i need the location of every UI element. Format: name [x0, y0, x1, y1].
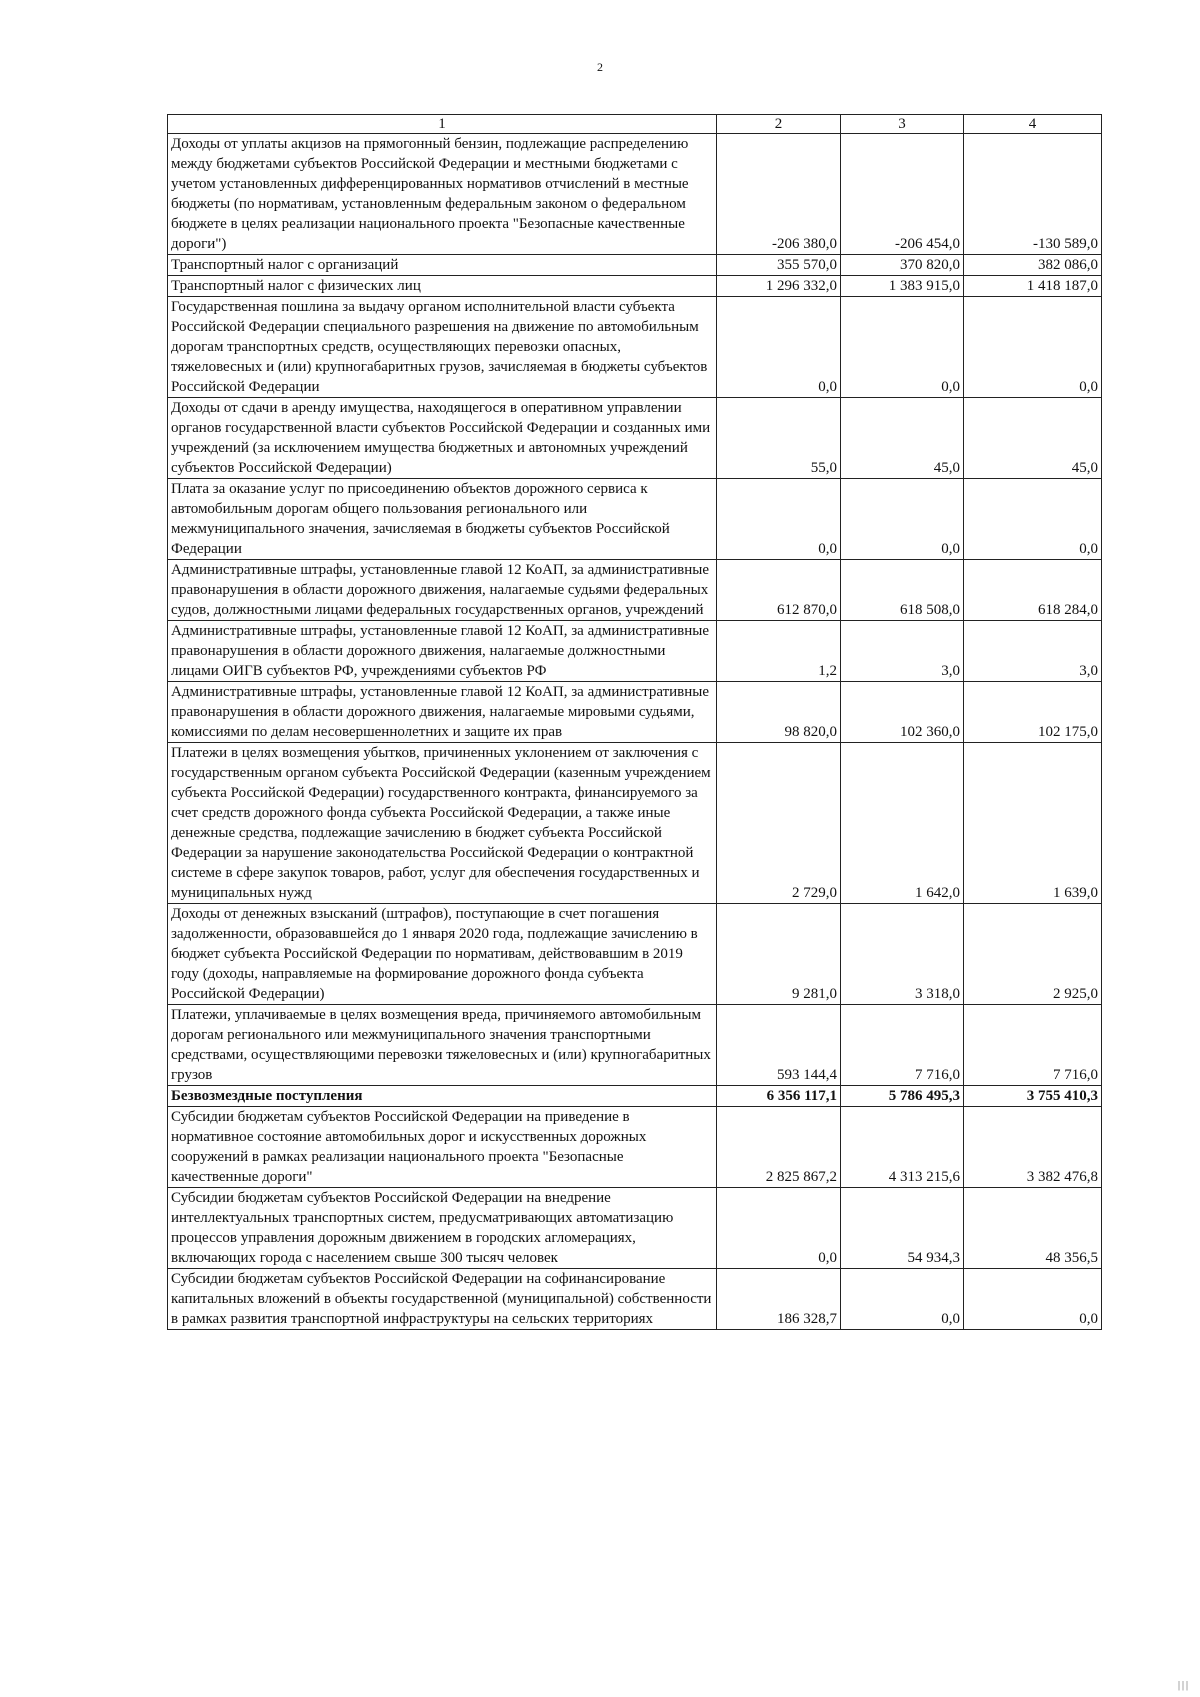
value-col-2: 98 820,0: [717, 682, 841, 743]
table-row: [168, 560, 1102, 621]
row-label: Безвозмездные поступления: [168, 1086, 717, 1107]
column-header-4: 4: [964, 115, 1102, 134]
table-row: [168, 276, 1102, 297]
table-row: [168, 621, 1102, 682]
value-col-3: 0,0: [841, 479, 964, 560]
row-label: Доходы от уплаты акцизов на прямогонный бензин, подлежащие распределению между бюджетами субъектов Российской Федерации и местными бюджетами с учетом установленных дифференцированных нормативов отчислений в местные бюджеты (по нормативам, установленным федеральным законом о федеральном бюджете в целях реализации национального проекта "Безопасные качественные дороги"): [168, 134, 717, 255]
row-label: Административные штрафы, установленные главой 12 КоАП, за административные правонарушения в области дорожного движения, налагаемые должностными лицами ОИГВ субъектов РФ, учреждениями субъектов РФ: [168, 621, 717, 682]
table-row: [168, 743, 1102, 904]
table-row: [168, 682, 1102, 743]
value-col-4: 618 284,0: [964, 560, 1102, 621]
value-col-2: 355 570,0: [717, 255, 841, 276]
value-col-3: 1 383 915,0: [841, 276, 964, 297]
value-col-4: 0,0: [964, 479, 1102, 560]
value-col-3: 54 934,3: [841, 1188, 964, 1269]
table-row: [168, 255, 1102, 276]
value-col-4: 3 755 410,3: [964, 1086, 1102, 1107]
value-col-3: 3 318,0: [841, 904, 964, 1005]
table-row: [168, 1005, 1102, 1086]
row-label: Государственная пошлина за выдачу органом исполнительной власти субъекта Российской Федерации специального разрешения на движение по автомобильным дорогам транспортных средств, осуществляющих перевозки опасных, тяжеловесных и (или) крупногабаритных грузов, зачисляемая в бюджеты субъектов Российской Федерации: [168, 297, 717, 398]
value-col-3: 370 820,0: [841, 255, 964, 276]
value-col-3: -206 454,0: [841, 134, 964, 255]
value-col-3: 3,0: [841, 621, 964, 682]
value-col-4: 7 716,0: [964, 1005, 1102, 1086]
table-row: [168, 904, 1102, 1005]
value-col-4: -130 589,0: [964, 134, 1102, 255]
column-header-1: 1: [168, 115, 717, 134]
row-label: Платежи, уплачиваемые в целях возмещения вреда, причиняемого автомобильным дорогам регионального или межмуниципального значения транспортными средствами, осуществляющими перевозки тяжеловесных и (или) крупногабаритных грузов: [168, 1005, 717, 1086]
budget-table: [167, 114, 1102, 1330]
value-col-4: 0,0: [964, 297, 1102, 398]
value-col-2: 612 870,0: [717, 560, 841, 621]
value-col-2: 186 328,7: [717, 1269, 841, 1330]
row-label: Субсидии бюджетам субъектов Российской Федерации на внедрение интеллектуальных транспортных систем, предусматривающих автоматизацию процессов управления дорожным движением в городских агломерациях, включающих города с населением свыше 300 тысяч человек: [168, 1188, 717, 1269]
value-col-2: 2 825 867,2: [717, 1107, 841, 1188]
row-label: Административные штрафы, установленные главой 12 КоАП, за административные правонарушения в области дорожного движения, налагаемые мировыми судьями, комиссиями по делам несовершеннолетних и защите их прав: [168, 682, 717, 743]
value-col-3: 4 313 215,6: [841, 1107, 964, 1188]
value-col-4: 1 418 187,0: [964, 276, 1102, 297]
table-row: [168, 297, 1102, 398]
table-row: [168, 1107, 1102, 1188]
row-label: Транспортный налог с физических лиц: [168, 276, 717, 297]
row-label: Транспортный налог с организаций: [168, 255, 717, 276]
value-col-3: 102 360,0: [841, 682, 964, 743]
value-col-4: 45,0: [964, 398, 1102, 479]
value-col-3: 0,0: [841, 1269, 964, 1330]
value-col-2: -206 380,0: [717, 134, 841, 255]
value-col-2: 593 144,4: [717, 1005, 841, 1086]
value-col-3: 7 716,0: [841, 1005, 964, 1086]
table-row: [168, 134, 1102, 255]
value-col-4: 382 086,0: [964, 255, 1102, 276]
page-number: 2: [597, 60, 603, 74]
value-col-2: 55,0: [717, 398, 841, 479]
value-col-2: 1,2: [717, 621, 841, 682]
row-label: Административные штрафы, установленные главой 12 КоАП, за административные правонарушения в области дорожного движения, налагаемые судьями федеральных судов, должностными лицами федеральных государственных органов, учреждений: [168, 560, 717, 621]
row-label: Субсидии бюджетам субъектов Российской Федерации на приведение в нормативное состояние автомобильных дорог и искусственных дорожных сооружений в рамках реализации национального проекта "Безопасные качественные дороги": [168, 1107, 717, 1188]
value-col-2: 0,0: [717, 297, 841, 398]
table-row: [168, 479, 1102, 560]
table-row: [168, 1269, 1102, 1330]
value-col-4: 1 639,0: [964, 743, 1102, 904]
value-col-4: 2 925,0: [964, 904, 1102, 1005]
value-col-3: 1 642,0: [841, 743, 964, 904]
value-col-4: 48 356,5: [964, 1188, 1102, 1269]
row-label: Доходы от сдачи в аренду имущества, находящегося в оперативном управлении органов государственной власти субъектов Российской Федерации и созданных ими учреждений (за исключением имущества бюджетных и автономных учреждений субъектов Российской Федерации): [168, 398, 717, 479]
table-row: [168, 1188, 1102, 1269]
value-col-3: 0,0: [841, 297, 964, 398]
table-row: [168, 398, 1102, 479]
row-label: Плата за оказание услуг по присоединению объектов дорожного сервиса к автомобильным дорогам общего пользования регионального или межмуниципального значения, зачисляемая в бюджеты субъектов Российской Федерации: [168, 479, 717, 560]
column-header-3: 3: [841, 115, 964, 134]
value-col-2: 0,0: [717, 479, 841, 560]
table-body: [168, 134, 1102, 1330]
value-col-4: 3 382 476,8: [964, 1107, 1102, 1188]
value-col-3: 5 786 495,3: [841, 1086, 964, 1107]
value-col-2: 1 296 332,0: [717, 276, 841, 297]
row-label: Доходы от денежных взысканий (штрафов), поступающие в счет погашения задолженности, образовавшейся до 1 января 2020 года, подлежащие зачислению в бюджет субъекта Российской Федерации по нормативам, действовавшим в 2019 году (доходы, направляемые на формирование дорожного фонда субъекта Российской Федерации): [168, 904, 717, 1005]
value-col-4: 102 175,0: [964, 682, 1102, 743]
value-col-2: 2 729,0: [717, 743, 841, 904]
footer-marks: |||: [1177, 1680, 1190, 1691]
value-col-3: 618 508,0: [841, 560, 964, 621]
value-col-4: 0,0: [964, 1269, 1102, 1330]
row-label: Платежи в целях возмещения убытков, причиненных уклонением от заключения с государственным органом субъекта Российской Федерации (казенным учреждением субъекта Российской Федерации) государственного контракта, финансируемого за счет средств дорожного фонда субъекта Российской Федерации, а также иные денежные средства, подлежащие зачислению в бюджет субъекта Российской Федерации за нарушение законодательства Российской Федерации о контрактной системе в сфере закупок товаров, работ, услуг для обеспечения государственных и муниципальных нужд: [168, 743, 717, 904]
value-col-4: 3,0: [964, 621, 1102, 682]
value-col-3: 45,0: [841, 398, 964, 479]
value-col-2: 9 281,0: [717, 904, 841, 1005]
row-label: Субсидии бюджетам субъектов Российской Федерации на софинансирование капитальных вложений в объекты государственной (муниципальной) собственности в рамках развития транспортной инфраструктуры на сельских территориях: [168, 1269, 717, 1330]
table-row: [168, 1086, 1102, 1107]
value-col-2: 6 356 117,1: [717, 1086, 841, 1107]
value-col-2: 0,0: [717, 1188, 841, 1269]
table-header-row: [168, 115, 1102, 134]
column-header-2: 2: [717, 115, 841, 134]
